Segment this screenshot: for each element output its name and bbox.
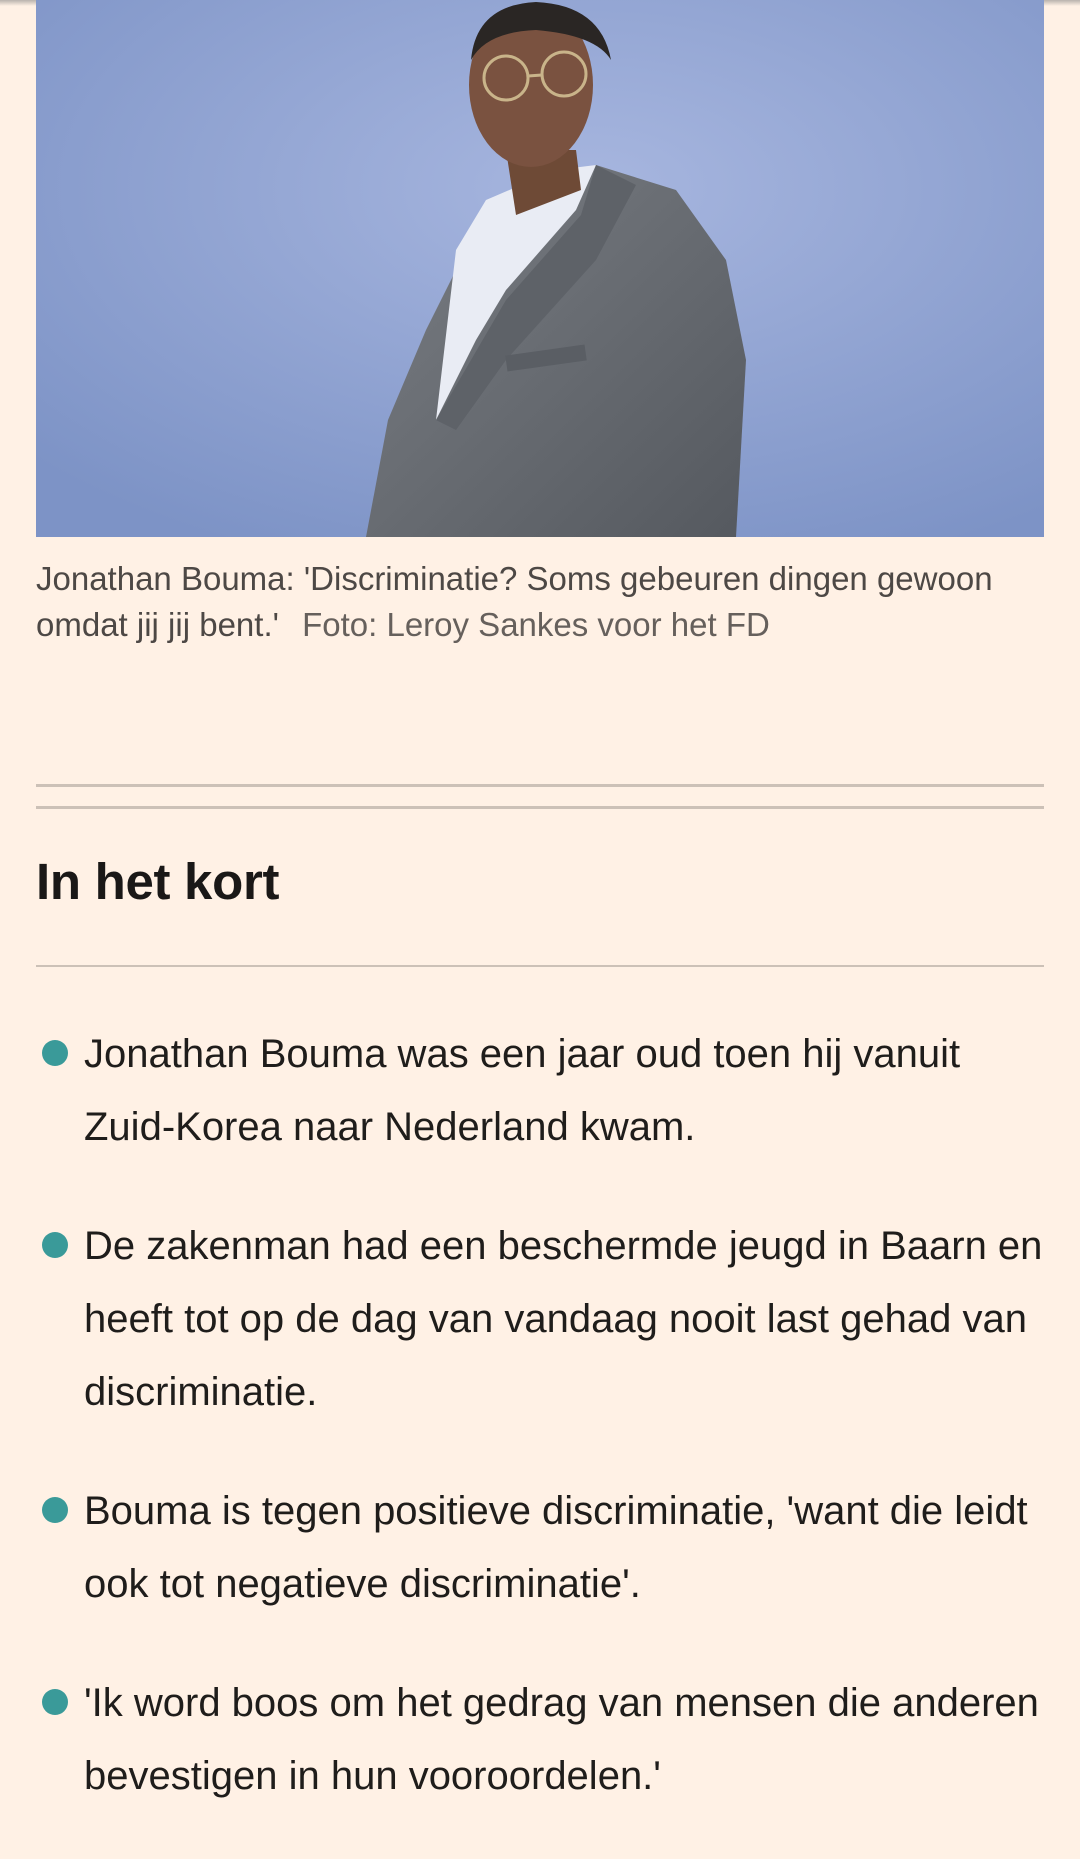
- section-divider-bottom: [36, 806, 1044, 809]
- summary-item: [36, 1475, 1046, 1621]
- summary-title-divider: [36, 965, 1044, 967]
- caption-text: Jonathan Bouma: 'Discriminatie? Soms gebeuren dingen gewoon omdat jij jij bent.': [36, 560, 993, 643]
- summary-item: [36, 1210, 1046, 1429]
- bullet-dot-icon: [42, 1497, 68, 1523]
- summary-item-text: Bouma is tegen positieve discriminatie, 'want die leidt ook tot negatieve discriminatie'.: [84, 1489, 1028, 1606]
- bullet-dot-icon: [42, 1232, 68, 1258]
- summary-item-text: 'Ik word boos om het gedrag van mensen die anderen bevestigen in hun vooroordelen.': [84, 1681, 1039, 1798]
- summary-title: In het kort: [36, 853, 280, 910]
- section-divider-top: [36, 784, 1044, 787]
- summary-list: [36, 1018, 1046, 1859]
- summary-item: [36, 1667, 1046, 1813]
- image-caption: [36, 556, 1044, 648]
- summary-item: [36, 1018, 1046, 1164]
- summary-item-text: Jonathan Bouma was een jaar oud toen hij vanuit Zuid-Korea naar Nederland kwam.: [84, 1032, 961, 1149]
- bullet-dot-icon: [42, 1689, 68, 1715]
- summary-item-text: De zakenman had een beschermde jeugd in Baarn en heeft tot op de dag van vandaag nooit last gehad van discriminatie.: [84, 1224, 1043, 1414]
- bullet-dot-icon: [42, 1040, 68, 1066]
- photo-credit: Foto: Leroy Sankes voor het FD: [302, 606, 770, 643]
- portrait-photo: [36, 0, 1044, 537]
- article-hero-image[interactable]: [36, 0, 1044, 537]
